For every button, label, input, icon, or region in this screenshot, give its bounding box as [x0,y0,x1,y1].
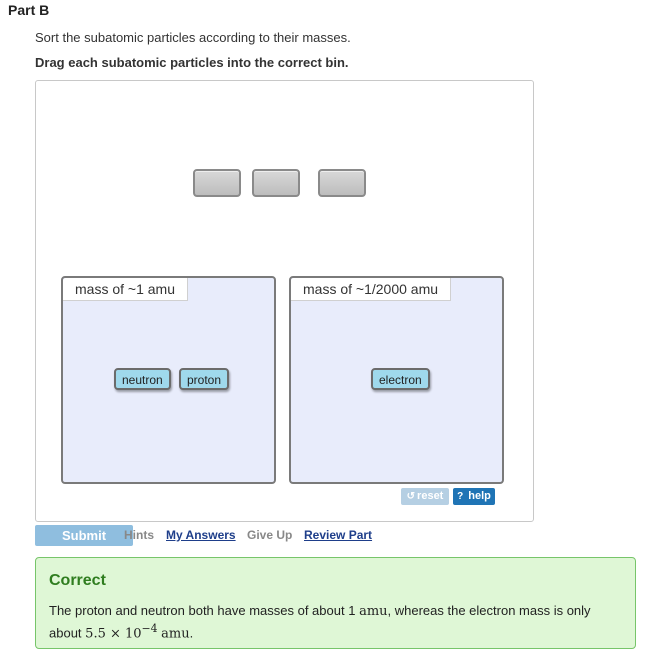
drag-drop-workspace [35,80,534,522]
chip-neutron[interactable]: neutron [114,368,171,390]
give-up-link[interactable]: Give Up [247,528,293,542]
feedback-title: Correct [49,572,106,589]
empty-drop-slot-2[interactable] [252,169,300,197]
bin-mass-1-2000-amu[interactable] [289,276,504,484]
part-title: Part B [8,2,50,18]
feedback-text [49,602,609,642]
reset-button[interactable] [401,488,449,505]
hints-link[interactable]: Hints [124,528,154,542]
my-answers-link[interactable]: My Answers [166,528,236,542]
instruction-text: Sort the subatomic particles according to their masses. [35,30,351,45]
feedback-unit: amu [161,626,190,642]
review-part-link[interactable]: Review Part [304,528,373,542]
help-label: help [468,490,491,502]
bin-mass-1-amu[interactable] [61,276,276,484]
empty-drop-slot-3[interactable] [318,169,366,197]
drag-instruction: Drag each subatomic particles into the correct bin. [35,55,349,70]
feedback-value: 5.5 × 10 [85,626,142,642]
chip-electron[interactable]: electron [371,368,430,390]
feedback-box [35,557,636,649]
chip-proton[interactable]: proton [179,368,229,390]
feedback-unit: amu [359,604,388,619]
bin-label: mass of ~1 amu [63,278,188,301]
feedback-sentence-end: . [189,625,194,641]
feedback-sentence-middle: , whereas the electron mass is only about [49,603,591,641]
submit-button[interactable]: Submit [35,525,133,546]
bin-label: mass of ~1/2000 amu [291,278,451,301]
question-icon: ? [457,491,464,502]
feedback-exponent: −4 [141,622,158,635]
help-button[interactable] [453,488,495,505]
feedback-sentence-start: The proton and neutron both have masses of about 1 [49,603,356,618]
empty-drop-slot-1[interactable] [193,169,241,197]
reset-label: reset [417,490,444,502]
reset-icon: ↺ [406,491,416,502]
